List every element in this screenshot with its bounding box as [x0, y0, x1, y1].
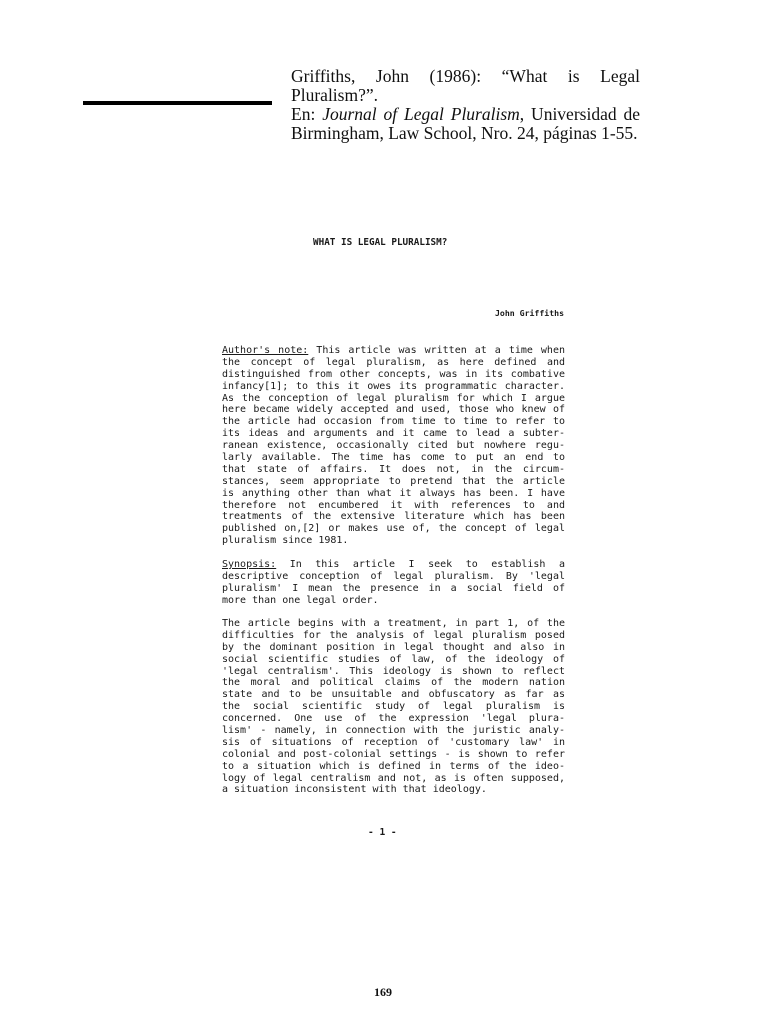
synopsis-paragraph — [222, 559, 565, 607]
citation-block — [291, 67, 640, 143]
article-author: John Griffiths — [495, 308, 565, 318]
body-line: to a situation which is defined in terms of the ideo- — [222, 760, 565, 772]
body-line-text: This article was written at a time when — [316, 345, 565, 356]
journal-title: Journal of Legal Pluralism — [322, 104, 520, 124]
body-line — [222, 345, 565, 357]
citation-publisher: , Universidad de — [519, 104, 640, 124]
body-line — [222, 559, 565, 571]
body-line: the social scientific study of legal pluralism is — [222, 701, 565, 713]
typed-page-marker: - 1 - — [368, 827, 397, 838]
body-line: that state of affairs. It does not, in the circum- — [222, 463, 565, 475]
body-line: social scientific studies of law, of the ideology of — [222, 653, 565, 665]
body-line: published on,[2] or makes use of, the concept of legal — [222, 523, 565, 535]
body-line: As the conception of legal pluralism for which I argue — [222, 392, 565, 404]
body-line: distinguished from other concepts, was in its combative — [222, 368, 565, 380]
body-line: treatments of the extensive literature which has been — [222, 511, 565, 523]
body-paragraph — [222, 618, 565, 796]
body-line: The article begins with a treatment, in part 1, of the — [222, 618, 565, 629]
body-line: therefore not encumbered it with references to and — [222, 499, 565, 511]
citation-line-2 — [291, 105, 640, 124]
body-line: the moral and political claims of the modern nation — [222, 677, 565, 689]
body-line: the concept of legal pluralism, as here defined and — [222, 356, 565, 368]
body-line: sis of situations of reception of 'customary law' in — [222, 736, 565, 748]
body-line: descriptive conception of legal pluralism. By 'legal — [222, 570, 565, 582]
body-line: infancy[1]; to this it owes its programmatic character. — [222, 380, 565, 392]
body-line: state and to be unsuitable and obfuscatory as far as — [222, 689, 565, 701]
body-line: pluralism since 1981. — [222, 535, 349, 547]
body-line: here became widely accepted and used, those who knew of — [222, 404, 565, 416]
body-line: concerned. One use of the expression 'legal plura- — [222, 713, 565, 725]
citation-line-1: Griffiths, John (1986): “What is Legal Pluralism?”. — [291, 66, 640, 105]
body-line: logy of legal centralism and not, as is often supposed, — [222, 772, 565, 784]
body-line: its ideas and arguments and it came to lead a subter- — [222, 428, 565, 440]
body-line: difficulties for the analysis of legal pluralism posed — [222, 629, 565, 641]
article-title: WHAT IS LEGAL PLURALISM? — [313, 237, 448, 248]
citation-prefix: En: — [291, 104, 323, 124]
body-line: a situation inconsistent with that ideology. — [222, 784, 487, 796]
citation-line-3: Birmingham, Law School, Nro. 24, páginas 1-55. — [291, 123, 638, 143]
body-line: pluralism' I mean the presence in a social field of — [222, 582, 565, 594]
body-line: more than one legal order. — [222, 594, 379, 606]
body-line: the article had occasion from time to time to refer to — [222, 416, 565, 428]
paragraph-label: Synopsis: — [222, 559, 277, 570]
body-line: 'legal centralism'. This ideology is shown to reflect — [222, 665, 565, 677]
body-line: is anything other than what it always has been. I have — [222, 487, 565, 499]
body-line: stances, seem appropriate to pretend that the article — [222, 475, 565, 487]
author-note-paragraph — [222, 345, 565, 547]
page-number: 169 — [374, 985, 392, 999]
paragraph-label: Author's note: — [222, 345, 309, 356]
header-rule — [83, 101, 272, 105]
body-line: lism' - namely, in connection with the juristic analy- — [222, 725, 565, 737]
body-line: by the dominant position in legal thought and also in — [222, 641, 565, 653]
body-line: larly available. The time has come to put an end to — [222, 452, 565, 464]
body-line: colonial and post-colonial settings - is shown to refer — [222, 748, 565, 760]
body-line-text: In this article I seek to establish a — [289, 559, 565, 570]
body-line: ranean existence, occasionally cited but nowhere regu- — [222, 440, 565, 452]
